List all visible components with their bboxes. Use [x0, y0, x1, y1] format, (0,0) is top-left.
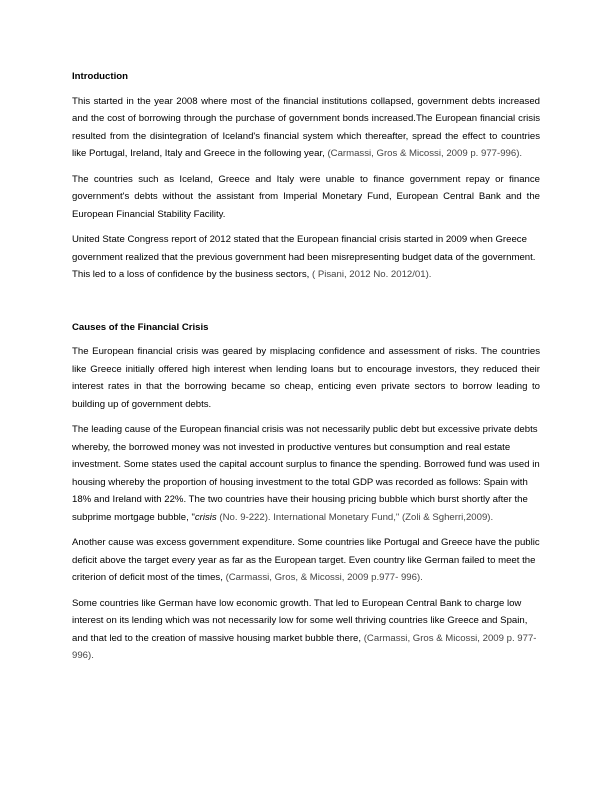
intro-paragraph-1-text: This started in the year 2008 where most of the financial institutions collapsed, government debts increased and the cost of borrowing through the purchase of government bonds increased.The European financial crisis resulted from the disintegration of Iceland's financial system which thereafter, spread the effect to countries like Portugal, Ireland, Italy and Greece in the following year, — [72, 95, 540, 159]
intro-paragraph-2 — [72, 171, 540, 224]
intro-paragraph-1 — [72, 93, 540, 163]
intro-paragraph-3 — [72, 231, 540, 284]
causes-paragraph-2-text: The leading cause of the European financial crisis was not necessarily public debt but excessive private debts whereby, the borrowed money was not invested in productive ventures but consumption and real estate investment. Some states used the capital account surplus to finance the spending. Borrowed fund was used in housing whereby the proportion of housing investment to the total GDP was recorded as follows: Spain with 18% and Ireland with 22%. The two countries have their housing pricing bubble which burst shortly after the subprime mortgage bubble, " — [72, 424, 540, 523]
causes-paragraph-1 — [72, 343, 540, 413]
causes-paragraph-3-citation: (Carmassi, Gros, & Micossi, 2009 p.977- 996). — [225, 572, 423, 583]
causes-paragraph-2-italic: crisis — [194, 511, 217, 523]
causes-heading: Causes of the Financial Crisis — [72, 321, 209, 333]
causes-paragraph-3-text: Another cause was excess government expenditure. Some countries like Portugal and Greece have the public deficit above the target every year as far as the European target. Even country like German failed to meet the criterion of deficit most of the times, — [72, 537, 540, 583]
causes-paragraph-1-text: The European financial crisis was geared by misplacing confidence and assessment of risks. The countries like Greece initially offered high interest when lending loans but to encourage investors, they reduced their interest rates in that the borrowing became so cheap, enticing even private sectors to borrow leading to building up of government debts. — [72, 346, 540, 410]
causes-paragraph-4 — [72, 595, 540, 665]
intro-paragraph-1-citation: (Carmassi, Gros & Micossi, 2009 p. 977-996). — [327, 148, 523, 159]
intro-paragraph-3-citation: ( Pisani, 2012 No. 2012/01). — [311, 269, 432, 280]
introduction-heading: Introduction — [72, 71, 128, 82]
causes-paragraph-4-citation: (Carmassi, Gros & Micossi, 2009 p. 977-996). — [72, 632, 537, 661]
causes-paragraph-2 — [72, 421, 540, 526]
document-body — [72, 68, 540, 665]
intro-paragraph-3-text: United State Congress report of 2012 stated that the European financial crisis started in 2009 when Greece government realized that the previous government had been misrepresenting budget data of the government. This led to a loss of confidence by the business sectors, — [72, 234, 536, 280]
causes-paragraph-4-text: Some countries like German have low economic growth. That led to European Central Bank to charge low interest on its lending which was not necessarily low for some well thriving countries like Greece and Spain, and that led to the creation of massive housing market bubble there, — [72, 597, 528, 644]
causes-paragraph-3 — [72, 534, 540, 587]
causes-paragraph-2-citation: (No. 9-222). International Monetary Fund," (Zoli & Sgherri,2009). — [216, 511, 494, 523]
intro-paragraph-2-text: The countries such as Iceland, Greece and Italy were unable to finance government repay or finance government's debts without the assistant from Imperial Monetary Fund, European Central Bank and the European Financial Stability Facility. — [72, 173, 540, 220]
